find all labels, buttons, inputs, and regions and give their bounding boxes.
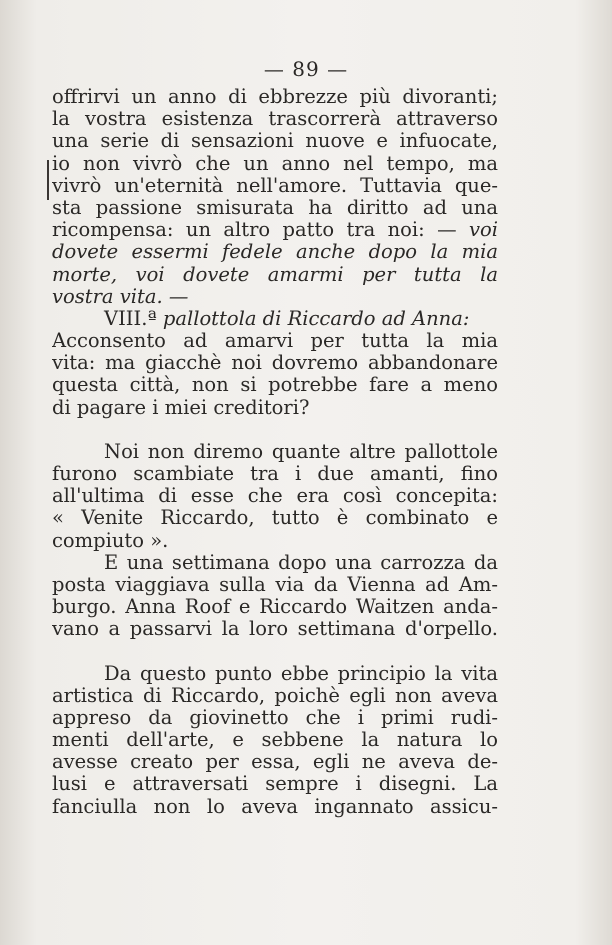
text-roman: VIII.ª: [104, 307, 163, 330]
text-line: E una settimana dopo una carrozza da: [104, 551, 498, 574]
text-line: lusi e attraversati sempre i disegni. La: [52, 773, 498, 796]
text-line: la vostra esistenza trascorrerà attraverso: [52, 108, 498, 131]
text-line: questa città, non si potrebbe fare a meno: [52, 374, 498, 397]
text-roman: ricompensa: un altro patto tra noi: —: [52, 219, 469, 242]
text-line: avesse creato per essa, egli ne aveva de-: [52, 751, 498, 774]
text-line: compiuto ».: [52, 529, 169, 552]
text-line: una serie di sensazioni nuove e infuocate,: [52, 130, 498, 153]
text-line: burgo. Anna Roof e Riccardo Waitzen anda-: [52, 596, 498, 619]
text-line: furono scambiate tra i due amanti, fino: [52, 463, 498, 485]
text-line: io non vivrò che un anno nel tempo, ma: [52, 152, 498, 175]
text-line: posta viaggiava sulla via da Vienna ad Am-: [52, 573, 498, 596]
text-line: « Venite Riccardo, tutto è combinato e: [52, 507, 498, 530]
text-line: morte, voi dovete amarmi per tutta la: [52, 263, 498, 286]
text-line: vivrò un'eternità nell'amore. Tuttavia que-: [52, 174, 498, 197]
text-line: all'ultima di esse che era così concepita:: [52, 485, 498, 508]
text-line: fanciulla non lo aveva ingannato assicu-: [52, 795, 498, 818]
text-line: vostra vita. —: [52, 285, 189, 308]
text-line: artistica di Riccardo, poichè egli non aveva: [52, 684, 498, 707]
text-line: vano a passarvi la loro settimana d'orpello.: [52, 618, 498, 641]
page-number: — 89 —: [263, 57, 349, 81]
text-line: vita: ma giacchè noi dovremo abbandonare: [52, 352, 498, 375]
body-text: [52, 86, 498, 818]
text-line: appreso da giovinetto che i primi rudi-: [52, 706, 498, 729]
text-line: Noi non diremo quante altre pallottole: [104, 440, 498, 463]
text-line: [52, 308, 498, 330]
text-line: Acconsento ad amarvi per tutta la mia: [52, 330, 498, 353]
text-line: Da questo punto ebbe principio la vita: [104, 662, 498, 685]
paragraph-gap: [52, 419, 498, 441]
text-line: sta passione smisurata ha diritto ad una: [52, 196, 498, 219]
text-line: [52, 219, 498, 241]
margin-pencil-mark: [47, 160, 49, 200]
text-line: dovete essermi fedele anche dopo la mia: [52, 241, 498, 264]
text-italic: pallottola di Riccardo ad Anna:: [162, 307, 470, 330]
text-line: offrirvi un anno di ebbrezze più divoranti;: [52, 86, 498, 108]
text-line: menti dell'arte, e sebbene la natura lo: [52, 729, 498, 752]
text-italic: voi: [469, 219, 498, 242]
paragraph-gap: [52, 641, 498, 663]
text-line: di pagare i miei creditori?: [52, 396, 310, 419]
